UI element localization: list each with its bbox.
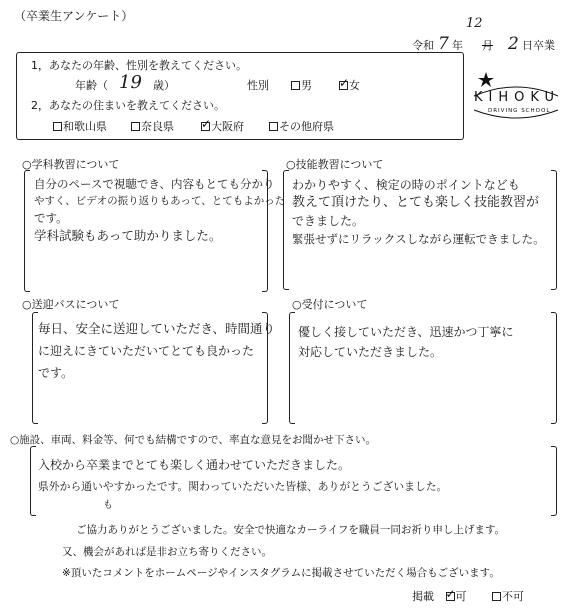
reception-comment	[298, 322, 514, 362]
check-mark-icon: ✓	[201, 117, 212, 131]
checkbox-other[interactable]	[269, 122, 278, 131]
insert-mark: も	[103, 500, 113, 511]
pref-option-wakayama[interactable]	[53, 120, 107, 133]
comment-line: 毎日、安全に送迎していただき、時間通り	[38, 321, 276, 336]
checkbox-nara[interactable]	[131, 122, 140, 131]
skill-frame-left	[283, 170, 289, 290]
age-label: 年齢（	[75, 79, 108, 92]
skill-section-title: ○技能教習について	[286, 158, 384, 171]
day-unit: 日卒業	[522, 39, 555, 52]
academic-comment	[34, 176, 285, 244]
day-value: 2	[508, 34, 519, 54]
pref-option-other[interactable]	[269, 120, 334, 133]
bus-section-title: ○送迎バスについて	[22, 298, 120, 311]
publish-consent	[412, 587, 524, 603]
comment-line: に迎えにきていただいてとても良かった	[38, 344, 255, 358]
pref-option-osaka[interactable]	[201, 117, 244, 133]
month-value: 12	[466, 16, 483, 31]
age-unit: 歳）	[153, 79, 175, 92]
year-value: 7	[438, 34, 449, 54]
check-mark-icon: ✓	[445, 587, 456, 601]
year-unit: 年	[452, 39, 463, 52]
reception-frame-right	[551, 312, 557, 424]
comment-line: 教えて頂けたり、とても楽しく技能教習が	[292, 195, 540, 210]
gender-female-option[interactable]	[339, 76, 360, 92]
school-logo	[468, 66, 564, 122]
checkbox-wakayama[interactable]	[53, 122, 62, 131]
gender-label: 性別	[247, 79, 269, 92]
comment-line: です。	[38, 366, 74, 380]
reception-frame-left	[289, 312, 295, 424]
page-title: （卒業生アンケート）	[14, 9, 134, 23]
academic-frame-left	[24, 170, 30, 292]
check-mark-icon: ✓	[339, 76, 350, 90]
pref-label: 大阪府	[211, 120, 244, 133]
comment-line: 緊張せずにリラックスしながら運転できました。	[292, 232, 545, 246]
allow-label: 可	[455, 590, 467, 603]
female-label: 女	[349, 79, 360, 92]
academic-section-title: ○学科教習について	[22, 158, 120, 171]
age-value: 19	[119, 72, 142, 93]
comment-line: できました。	[292, 214, 365, 228]
other-frame-left	[30, 446, 36, 516]
logo-subtitle: DRIVING SCHOOL	[488, 108, 551, 114]
q2-label: 2，あなたの住まいを教えてください。	[31, 99, 225, 112]
comment-line: 入校から卒業までとても楽しく通わせていただきました。	[38, 458, 351, 472]
footer-visit: 又、機会があれば是非お立ち寄りください。	[62, 546, 272, 558]
era-label: 令和	[412, 39, 434, 52]
comment-line: わかりやすく、検定の時のポイントなども	[292, 178, 520, 192]
footer-notice: ※頂いたコメントをホームページやインスタグラムに掲載させていただく場合もございます。	[62, 567, 500, 579]
comment-line: 優しく接していただき、迅速かつ丁寧に	[298, 325, 514, 339]
comment-line: 対応していただきました。	[298, 345, 443, 359]
pref-label: 奈良県	[141, 120, 174, 133]
pref-label: その他府県	[279, 120, 334, 133]
checkbox-male[interactable]	[291, 81, 300, 90]
other-frame-right	[551, 446, 557, 516]
comment-line: 学科試験もあって助かりました。	[34, 228, 222, 243]
bus-comment	[38, 318, 275, 384]
male-label: 男	[301, 79, 312, 92]
other-comment	[38, 454, 447, 498]
q1-label: 1，あなたの年齢、性別を教えてください。	[31, 59, 247, 72]
publish-allow-option[interactable]	[445, 587, 471, 603]
month-unit: 月	[482, 39, 493, 52]
reception-section-title: ○受付について	[292, 298, 368, 311]
footer-thanks: ご協力ありがとうございました。安全で快適なカーライフを職員一同お祈り申し上げます。	[76, 524, 506, 536]
gender-male-option[interactable]	[291, 79, 312, 92]
pref-label: 和歌山県	[63, 120, 107, 133]
pref-option-nara[interactable]	[131, 120, 174, 133]
checkbox-allow[interactable]	[445, 587, 456, 601]
skill-frame-right	[551, 170, 557, 290]
publish-label: 掲載	[412, 590, 434, 603]
deny-label: 不可	[502, 590, 524, 603]
logo-name: KIHOKU	[474, 90, 561, 105]
checkbox-deny[interactable]	[492, 592, 501, 601]
comment-line: 県外から通いやすかったです。関わっていただいた皆様、ありがとうございました。	[38, 480, 448, 493]
checkbox-female[interactable]	[339, 76, 350, 90]
profile-box	[16, 52, 464, 140]
other-section-title: ○施設、車両、料金等、何でも結構ですので、率直な意見をお聞かせ下さい。	[10, 434, 376, 446]
publish-deny-option[interactable]	[492, 590, 524, 603]
comment-line: やすく、ビデオの振り返りもあって、とてもよかった	[34, 195, 286, 207]
comment-line: 自分のペースで視聴でき、内容もとても分かり	[34, 177, 275, 191]
skill-comment	[292, 176, 545, 248]
comment-line: です。	[34, 211, 68, 225]
star-icon	[478, 72, 494, 87]
checkbox-osaka[interactable]	[201, 117, 212, 131]
